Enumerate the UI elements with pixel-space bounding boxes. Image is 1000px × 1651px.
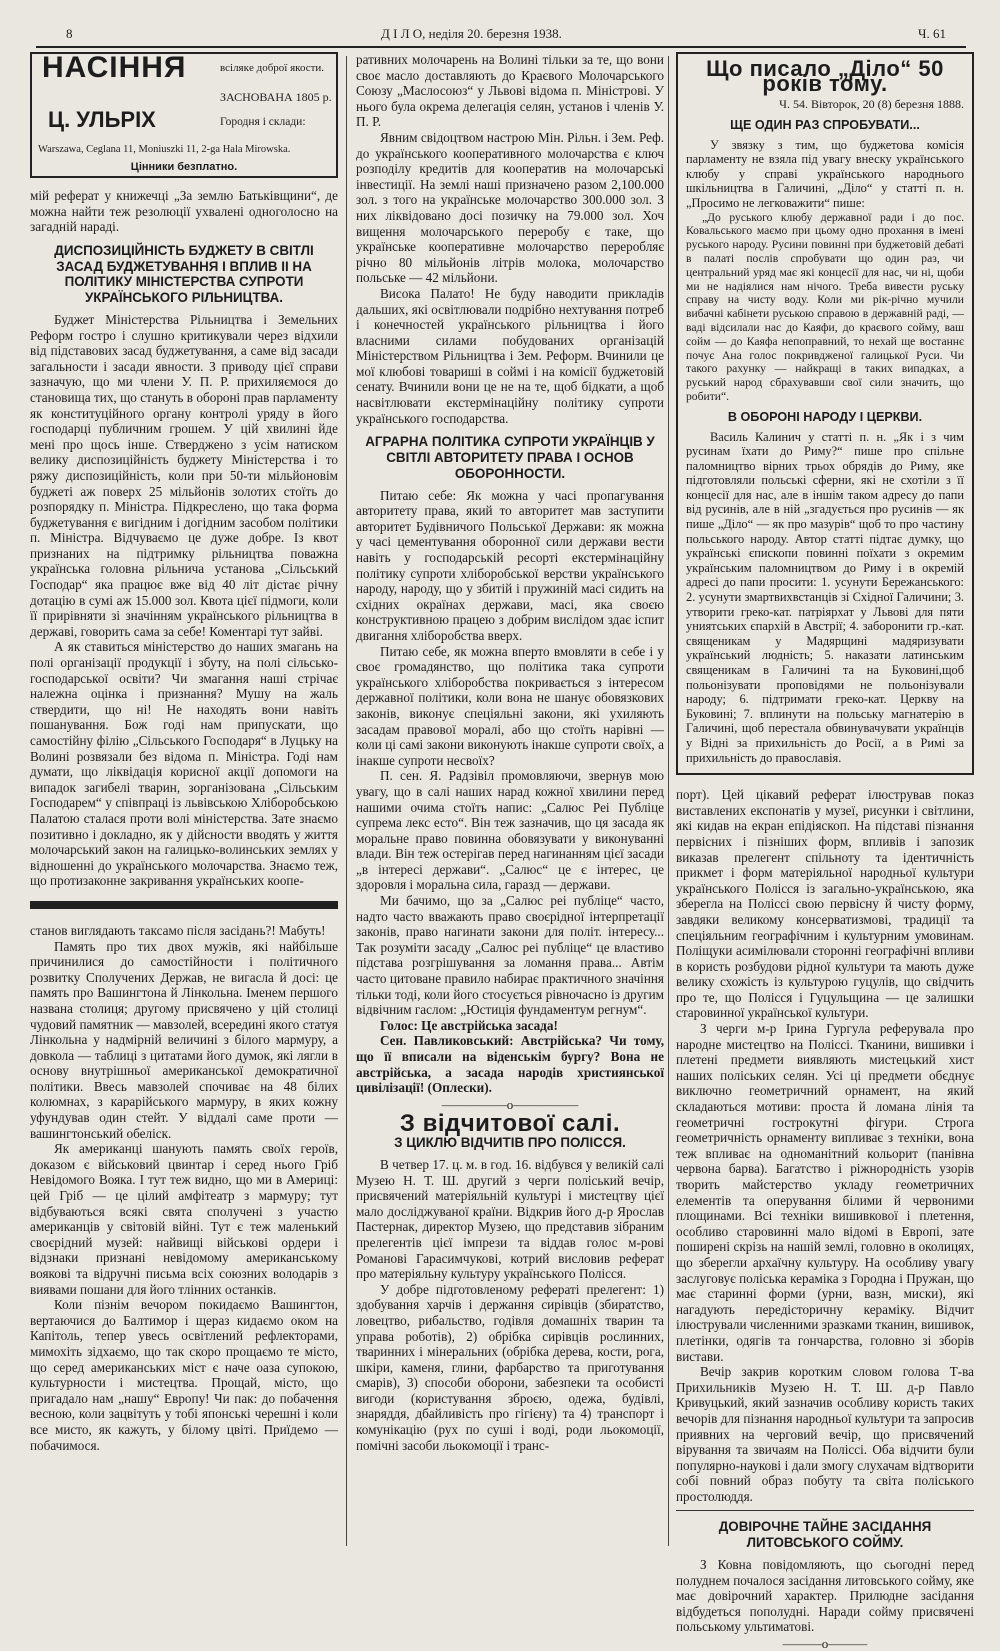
ad-company-name: Ц. УЛЬРІХ [48, 107, 156, 132]
seed-advertisement [30, 52, 338, 178]
box-issue-date: Ч. 54. Вівторок, 20 (8) березня 1888. [779, 97, 964, 112]
article-paragraph: Голос: Це австрійська засада! [380, 1017, 558, 1033]
box-paragraph: У звязку з тим, що буджетова комісія парламенту не взяла під увагу внеску українського клюбу у справі українського народнього шкільництва в Галичині, „Діло“ у статті п. н. „Просимо не легковажити“ пише: [686, 137, 964, 210]
article-paragraph: З черги м-р Ірина Гургула реферувала про народне мистецтво на Поліссі. Тканини, вишивки і плетені предмети виявляють мистецький хист наших поліських селян. Усі ці предмети обєднує виключно геометричний орнамент, на який складаються мотиви: проста й ломана лінія та геометричні гострокутні фігури. Строга геометричність орнаменту випливає з техніки, вона теж впливає на одноманітний кольорит (панівна червона барва). Багатство і ріжнородність узорів творить майстерство укладу геометричних елементів та оперування білими й червоними площинами. Всі техніки вишивкової і плетення, особливо старовинні мало відомі в Европі, зате поширені скрізь на нашій землі, головно в околицях, що зберегли архаїчну культуру. На особливу увагу заслуговує поліська кераміка з Городна і Пружан, що має старинні форми (урни, вазн, миски), які нагадують передісторичну кераміку. Відчит ілюстрували численними зразками тканин, вишивок, плетінки, одягів та гончарства, головно зі зборів вистави. [676, 1021, 974, 1364]
article-paragraph: Буджет Міністерства Рільництва і Земельних Реформ гостро і слушно критикували через відхили від підставових засад буджетування, а саме від засади загальности і засади явности. З приводу цієї справи зазначую, що ми члени У. П. Р. прихиляємося до становища тих, що стануть в обороні прав парламенту як конституційного органу контролі уряду в його господарці публичним грошем. У цій хвилині йде мені про щось інше. Стверджено з усім натиском велику диспозиційність буджету Міністерства і то ряжу диспозиційність, коли при 50-ти мільйоновім буджеті аж поверх 25 мільйонів золотих стоїть до розпорядку п. Міністра. Підкреслено, що така форма буджетування є вигідним і догідним засобом політики п. Міністра. Відчуваємо це дуже добре. Із квот признаних на підтримку рільництва поважна українська головна рільнича установа „Сільський Господар“ яка працює вже від 40 літ дістає річну дотацію в сумі аж 15.000 зол. Квота цієї підмоги, коли її прирівняти зі значінням українського рільництва в державі, говорить сама за себе! Коментарі тут зайві. [30, 311, 338, 639]
section-title: З відчитової салі. [399, 1109, 621, 1137]
ad-shops: Городня і склади: [220, 116, 306, 128]
article-paragraph: Як американці шанують память своїх героїв, доказом є військовий цвинтар і серед нього Гріб Невідомого Вояка. І тут теж видно, що ми в Америці: цей Гріб — це цілий амфітеатр з мармуру; тут відбуваються всякі свята сполучені з участю американців у світовій війні. Тут є теж маленький своєрідний музей: найвищі військові ордери і відзнаки признані невідомому американському воякові та відручні письма всіх союзних володарів з виявами пошани для його тлінних останків. [30, 1141, 338, 1297]
box-quote: „До руського клюбу державної ради і до пос. Ковальського маємо при цьому одно прохання в імені руського народу. Русини повинні при буджетовій дебаті в палаті послів спробувати що один раз, чи центральний уряд має які концесії для нас, чи ні, щоби ми не надіялися нам нічого. Треба вивести руську справу на чисту воду. Коли ми рік-річно мучили вибачні кабінети руською справою в державній раді, — ваді відсилали нас до Каяфи, до краєвого сойму, ваш сойм — до Каяфа непоправний, то нехай ще востаннє почує Ана голос покривдженої галицької Руси. Чи такого рахунку — найкращі в таких випадках, а руський народ сбрахувавши свої сили значить, що робити“. [686, 210, 964, 403]
article-paragraph: З Ковна повідомляють, що сьогодні перед полуднем почалося засідання литовського сойму, яке має довірочний характер. Прилюдне засідання відбудеться пополудні. Наради сойму присвячені польському ультиматові. [676, 1557, 974, 1635]
ad-title: НАСІННЯ [42, 51, 187, 84]
column-rule [346, 56, 347, 1546]
section-subtitle: З ЦИКЛЮ ВІДЧИТІВ ПРО ПОЛІССЯ. [394, 1135, 626, 1151]
column-middle [356, 52, 664, 1552]
article-paragraph: ративних молочарень на Волині тільки за те, що вони своє масло доставляють до Краєвого Молочарського Союзу „Маслосоюз“ у Львові відома п. Міністрові. У нього була окрема делегація селян, установ і членів У. П. Р. [356, 52, 664, 130]
section-heading: ДИСПОЗИЦІЙНІСТЬ БУДЖЕТУ В СВІТЛІ ЗАСАД БУДЖЕТУВАННЯ І ВПЛИВ II НА ПОЛІТИКУ МІНІСТЕРСТВА СУПРОТИ УКРАЇНСЬКОГО РІЛЬНИЦТВА. [54, 242, 314, 306]
article-paragraph: Ми бачимо, що за „Салюс реі публіце“ часто, надто часто вважають право своєрідної інтерпретації законів, право нагинати закони для політ. інтересу... Так розуміти засаду „Салюс реі публіце“ це властиво підстава розгрішування за ломання права... Автім часто цитоване правило набирає практичного значіння тільки тоді, коли його стосується рівночасно із другим відвічним гаслом: „Юстиція фундаментум регнум“. [356, 893, 664, 1018]
issue-number: Ч. 61 [918, 26, 946, 41]
article-paragraph: А як ставиться міністерство до наших змагань на полі організації продукції і збуту, на полі сільсько-господарської освіти? Чи змагання наші стрічає належна оцінка і признання? Мушу на жаль ствердити, що ні! Не находять вони навіть пошанування. Бож годі нам припускати, що самостійну філію „Сільського Господаря“ в Луцьку на Волині розвязали без відома п. Міністра. Годі нам думати, що ліквідація корисної акції допомоги на випадок загибелі тварин, зорганізована „Сільським Господарем“ у співпраці із львівською Хліборобською Палатою сталася проти волі міністерства. Зате знаємо позитивно і докладно, як у дійсности вводять у життя молочарський закон на галицько-волинських землях у відношенні до українського молочарства. Знаємо теж, що протизаконне закривання українських коопе- [30, 639, 338, 889]
ad-founded: ЗАСНОВАНА 1805 р. [220, 90, 332, 104]
article-paragraph: П. сен. Я. Радзівіл промовляючи, звернув мою увагу, що в салі наших нарад кожної хвилини перед нашими очима стоїть напис: „Салюс Реі Публіце супрема лекс есто“. Він теж зазначив, що ця засада як моральне право повинна обовязувати у виконуванні влади. Він теж остерігав перед нагинанням цієї засади „в інтересі держави“. „Салюс“ це є інтерес, це здоровля і моральна сила, гаразд — держави. [356, 768, 664, 893]
masthead [36, 22, 966, 48]
article-paragraph: Сен. Павликовський: Австрійська? Чи тому, що її вписали на віденськім бургу? Вона не австрійська, а засада народів християнської цивілізації! (Оплески). [356, 1033, 664, 1096]
box-paragraph: Василь Калинич у статті п. н. „Як і з чим русинам їхати до Риму?“ пише про спільне паломництво вірних трьох обрядів до Риму, яке підготовляли польські сферни, які не схотіли з її концесії для нас, але в іншім таком адресу до папи від русинів, але в ній „згадується про русинів — як пише „Діло“ — як про мазурів“ щоб то про частину польського народу. Автор статті підтає думку, що українські єпископи повинні поїхати з окремим українським паломництвом до Риму і в окремій адресі до папи просити: 1. усунути Бережанського: 2. усунути змартвихвстанців зі Східної Галичини; 3. утворити греко-кат. патріярхат у Львові для пяти униятських єпархій в Австрії; 4. заборонити гр.-кат. священикам у Мадярщині мадяризувати український людність; 5. наказати латинським священикам в Галичині та на Буковині,щоб польонізувати проповідями не польонізували народу; 6. підтримати греко-кат. Церкву на Буковині; 7. вплинути на польську магнатерію в Галичині, щоб перестала обвинувачувати українців у Відні за прихильність до Росії, а в Римі за прихильність до православія. [686, 429, 964, 765]
ornament-divider: —————о————— [441, 1096, 579, 1112]
box-title: Що писало „Діло“ 50 років тому. [706, 56, 944, 96]
column-rule [668, 56, 669, 1546]
ad-free-catalog: Цінники безплатно. [130, 161, 238, 173]
article-paragraph: Вечір закрив коротким словом голова Т-ва Прихильників Музею Н. Т. Ш. д-р Павло Кривуцький, який зазначив особливу користь таких вечорів для пізнання народньої культури та запросив приявних на черговий вечір, що присвячений вірування та звичаям на Поліссі. Оба відчити були популярно-науковi і дали змогу слухачам відтворити собі повний образ побуту та світа поліського простолюддя. [676, 1364, 974, 1504]
article-paragraph: станов виглядають таксамо після засідань?! Мабуть! [30, 922, 326, 938]
separator-line [676, 1510, 974, 1511]
article-paragraph: Коли пізнім вечором покидаємо Вашингтон, вертаючися до Балтимор і щераз кидаємо оком на Капітоль, тепер увесь освітлений рефлекторами, мимохіть зідхаємо, що так скоро прощаємо те місто, що серед американських міст є наче оаза супокою, культурности і мистецтва. Прощай, місто, що пригадало нам „нашу“ Европу! Чи пак: до побачення весною, коли зацвітуть у тобі японські черешні і коли все мисто, як кажуть, у білому цвіті. Приїдемо — побачимося. [30, 1297, 338, 1453]
box-heading: ЩЕ ОДИН РАЗ СПРОБУВАТИ... [730, 117, 920, 132]
article-paragraph: У добре підготовленому рефераті прелегент: 1) здобування харчів і держання сирівців (збиратство, ловецтво, рибальство, годівля домашніх тварин та управа роботів), 2) обрібка сирівців рослинних, тваринних і мінеральних (обрібка дерева, кости, рога, шкіри, каменя, глини, фарбарство та приготування смарів), 3) способи оборони, забезпеки та особисті вигоди (користування зброєю, одежа, будівлі, знаряддя, дбайливість про гігієну) та 4) транспорт і комунікацію (рух по суші і воді, роди льокомоції, помічні засоби льокомоції і транс- [356, 1281, 664, 1453]
ad-address: Warszawa, Ceglana 11, Moniuszki 11, 2-ga Hala Mirowska. [38, 144, 291, 155]
box-heading: В ОБОРОНІ НАРОДУ І ЦЕРКВИ. [727, 409, 923, 424]
article-paragraph: Память про тих двох мужів, які найбільше причинилися до самостійности і політичного розвитку Сполучених Держав, не вигасла й досі: це память про Вашингтона й Лінкольна. Іменем першого названа столиця; другому присвячено у цій столиці чудовий памятник — мавзолей, всередині якого статуя Лінкольна у надмірній величині з білого мармуру, а довкола — таблиці з цитатами його думок, які лягли в основу внутрішньої американської демократичної політики. Ввесь мавзолей спочиває на 48 білих колюмнах, з карарійського мармуру, в яких кожну уфундував один стейт. У віддалі саме проти — вашингтонський обеліск. [30, 938, 338, 1141]
section-heading: ДОВІРОЧНЕ ТАЙНЕ ЗАСІДАННЯ ЛИТОВСЬКОГО СОЙМУ. [718, 1519, 932, 1551]
fifty-years-ago-box [676, 52, 974, 775]
column-right [676, 52, 974, 1651]
article-paragraph: Явним свідоцтвом настрою Мін. Рільн. і Зем. Реф. до українського кооперативного молочарства є ключ розподілу кредитів для кооператив на молочарські інвестиції. На землі наші призначено разом 2,100.000 зол. з того на українське молочарство 300.000 зол. З них ліквідовано досі позичку на 79.000 зол. Хоч вищення молочарського переробу є таке, що українське кооперативне молочарство переробляє річно 80 мільйонів літрів молока, молочарство польське — 42 мільйони. [356, 129, 664, 286]
article-paragraph: порт). Цей цікавий реферат ілюстрував показ виставлених експонатів у музеї, рисунки і світлини, які кидав на екран епідіяскоп. На підставі пізнання первісних і пізніших форм, впливів і запозик виказав прелегент спільноту та ідентичність прикмет і форм матеріяльної народньої культури українського Полісся із загально-українською, яка зберегла на Поліссі свою первісну й чисту форму, завдяки великому консерватизмові, традиції та спеціяльним географічним і культурним умовинам. Поліщуки асимілювали сторонні географічні впливи в користь розбудови рідної культури та мають дуже велику схожість із культурою гуцулів, що свідчить про те, що Полісся і Гуцульщина — це залишки старовинної української культури. [676, 787, 974, 1021]
article-paragraph: В четвер 17. ц. м. в год. 16. відбувся у великій салі Музею Н. Т. Ш. другий з черги полiський вечір, присвячений матеріяльній культурі і мистецтву цієї мало досліджуваної країни. Відкрив його д-р Ярослав Пастернак, директор Музею, що представив зібраним прелегентів цієї імпрези та віддав голос м-рові Романові Гарасимчукові, котрий висловив реферат про матеріяльну культуру українського Полісся. [356, 1156, 664, 1282]
section-heading: АГРАРНА ПОЛІТИКА СУПРОТИ УКРАЇНЦІВ У СВІТЛІ АВТОРИТЕТУ ПРАВА І ОСНОВ ОБОРОННОСТИ. [365, 434, 655, 481]
article-paragraph: мій реферат у книжечці „За землю Батьківщини“, де можна найти теж резолюції ухвалені одноголосно на загадній нараді. [30, 188, 338, 235]
ornament-divider: ———о——— [782, 1636, 868, 1651]
article-paragraph: Висока Палато! Не буду наводити прикладів дальших, які освітлювали подрібно нехтування потреб і конечностей українського рільництва і його власними силами побудованих організацій Міністерством Рільництва і Зем. Реформ. Вчинили це мої клюбові товариші в соймі і на комісії буджетовій сенату. Вчинили вони це не на те, щоб бідкати, а щоб насвітлювати екстермінаційну політику супроти українського господарства. [356, 285, 664, 426]
newspaper-title-date: Д І Л О, неділя 20. березня 1938. [381, 26, 562, 41]
page-number: 8 [66, 26, 73, 41]
column-left [30, 52, 338, 1552]
article-paragraph: Питаю себе: Як можна у часі пропагування авторитету права, який то авторитет мав заступити авторитет Будівничого Польської Держави: як можна у часі цементування оборонної сили держави вести навіть у господарській ресорті екстермінаційну політику супроти хліборобської верстви українського народу, народу, що у збитій і пружиній масі сидить на східних окраїнах держави, масі, яка своєю конструктивною працею з добрим вислідом здає іспит двигання хліборобства вверх. [356, 487, 664, 643]
separator-bar [30, 901, 338, 909]
article-paragraph: Питаю себе, як можна вперто вмовляти в себе і у своє громадянство, що політика така супроти українського хліборобства покривається з інтересом державної політики, коли вона не шанує обовязкових законів, виконує спеціяльні закони, які ухиляють засадам правової моралі, або що стоїть нарівні — коли ці самі закони виконують інакше супроти своїх, а інакше супроти несвоїх? [356, 643, 664, 768]
ad-quality: всілякe доброї якости. [220, 62, 325, 74]
